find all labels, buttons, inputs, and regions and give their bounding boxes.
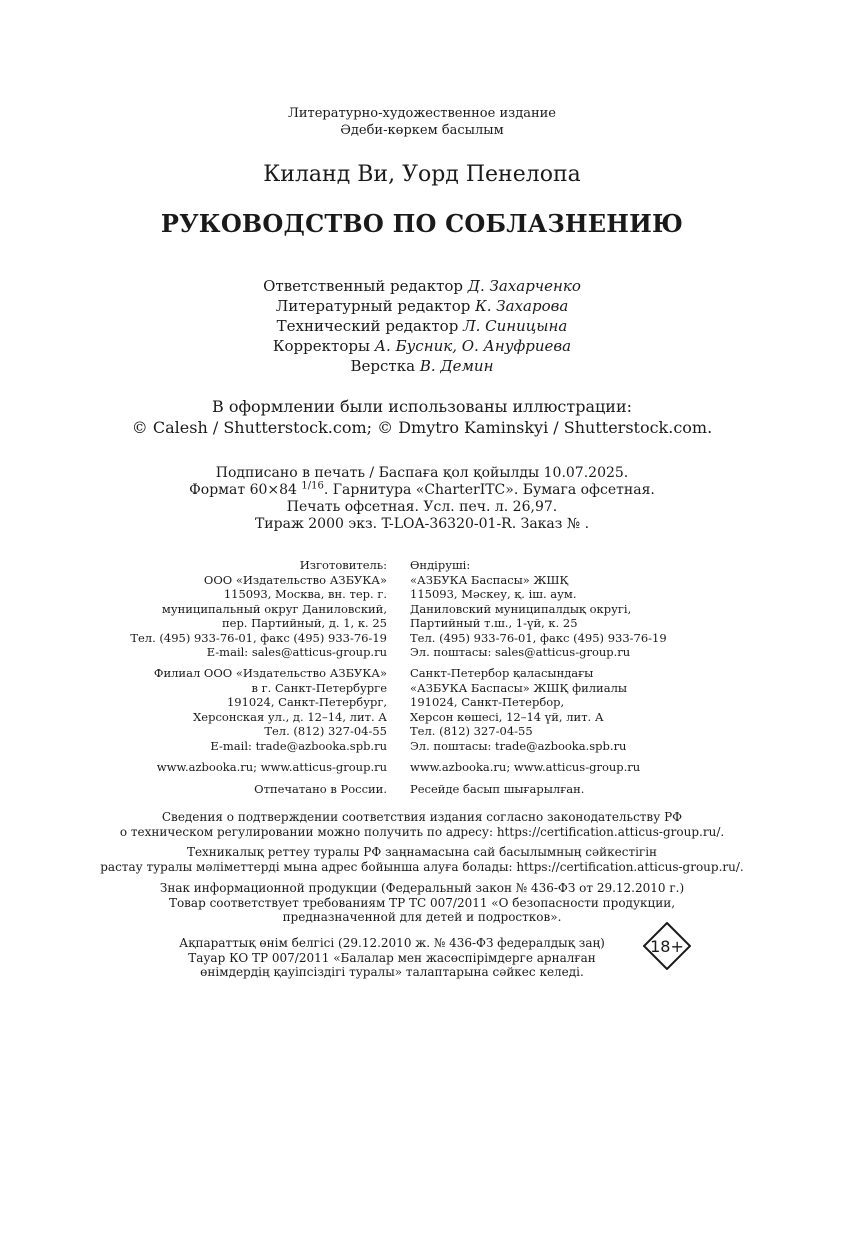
certification-ru-line: о техническом регулировании можно получить по адресу: https://certification.atticus-group.ru/. bbox=[119, 824, 725, 839]
websites-ru[interactable]: www.azbooka.ru; www.atticus-group.ru bbox=[156, 760, 387, 774]
editor-role: Технический редактор bbox=[276, 317, 459, 335]
manufacturer-kz-line: Тел. (495) 933-76-01, факс (495) 933-76-19 bbox=[410, 630, 667, 645]
manufacturer-ru-email[interactable]: E-mail: sales@atticus-group.ru bbox=[206, 645, 387, 659]
websites-kz[interactable]: www.azbooka.ru; www.atticus-group.ru bbox=[410, 760, 641, 774]
info-sign-ru bbox=[0, 881, 844, 925]
edition-type bbox=[0, 105, 844, 139]
editor-name: А. Бусник, О. Ануфриева bbox=[374, 337, 572, 355]
format-prefix: Формат 60×84 bbox=[189, 482, 297, 498]
book-title: РУКОВОДСТВО ПО СОБЛАЗНЕНИЮ bbox=[160, 209, 684, 238]
editor-name: Д. Захарченко bbox=[467, 277, 581, 295]
manufacturer-kz-line: Даниловский муниципалдық округі, bbox=[410, 601, 632, 616]
editor-name: Л. Синицына bbox=[463, 317, 568, 335]
branch-ru bbox=[87, 666, 387, 753]
illustrations-credits: © Calesh / Shutterstock.com; © Dmytro Kaminskyi / Shutterstock.com. bbox=[131, 418, 713, 437]
age-rating-badge bbox=[643, 922, 691, 970]
branch-ru-line: Тел. (812) 327-04-55 bbox=[264, 724, 387, 738]
branch-kz-line: Тел. (812) 327-04-55 bbox=[410, 724, 533, 738]
editor-role: Верстка bbox=[350, 357, 416, 375]
editor-name: К. Захарова bbox=[475, 297, 569, 315]
info-sign-kz bbox=[0, 936, 814, 980]
editor-line bbox=[0, 356, 844, 376]
editor-line bbox=[0, 296, 844, 316]
manufacturer-kz-line: 115093, Мәскеу, қ. іш. аум. bbox=[410, 587, 577, 601]
manufacturer-ru-line: муниципальный округ Даниловский, bbox=[161, 601, 387, 616]
editor-name: В. Демин bbox=[419, 357, 494, 375]
manufacturer-kz-line: Партийный т.ш., 1-үй, к. 25 bbox=[410, 616, 578, 630]
editor-line bbox=[0, 276, 844, 296]
printed-ru: Отпечатано в России. bbox=[254, 782, 387, 796]
branch-ru-line: в г. Санкт-Петербурге bbox=[251, 680, 387, 695]
illustrations-heading: В оформлении были использованы иллюстрации: bbox=[211, 397, 633, 416]
format-fraction: 1/16 bbox=[301, 480, 324, 492]
illustrations-credit bbox=[0, 396, 844, 438]
branch-ru-email[interactable]: E-mail: trade@azbooka.spb.ru bbox=[210, 738, 387, 753]
certification-ru bbox=[0, 810, 844, 839]
info-sign-ru-line: Товар соответствует требованиям ТР ТС 007/2011 «О безопасности продукции, bbox=[168, 895, 676, 910]
info-sign-kz-line: Ақпараттық өнім белгісі (29.12.2010 ж. № 436-ФЗ федералдық заң) bbox=[179, 936, 605, 950]
manufacturer-kz-line: «АЗБУКА Баспасы» ЖШҚ bbox=[410, 572, 569, 587]
editor-line bbox=[0, 316, 844, 336]
age-rating-text: 18+ bbox=[650, 937, 684, 956]
print-printing: Печать офсетная. Усл. печ. л. 26,97. bbox=[286, 499, 558, 515]
editor-role: Литературный редактор bbox=[275, 297, 471, 315]
manufacturer-ru bbox=[87, 558, 387, 660]
certification-kz bbox=[0, 845, 844, 874]
manufacturer-kz-email[interactable]: Эл. поштасы: sales@atticus-group.ru bbox=[410, 645, 631, 659]
editor-role: Корректоры bbox=[272, 337, 370, 355]
printed-kz: Ресейде басып шығарылған. bbox=[410, 782, 585, 796]
print-info bbox=[0, 465, 844, 533]
certification-kz-line: растау туралы мәліметтерді мына адрес бойынша алуға болады: https://certification.atticus-group.ru/. bbox=[100, 859, 744, 874]
info-sign-ru-line: Знак информационной продукции (Федеральный закон № 436-ФЗ от 29.12.2010 г.) bbox=[159, 881, 685, 895]
info-sign-kz-line: Тауар КО ТР 007/2011 «Балалар мен жасөспірімдерге арналған bbox=[188, 950, 596, 965]
branch-ru-line: Херсонская ул., д. 12–14, лит. А bbox=[193, 709, 387, 724]
authors: Киланд Ви, Уорд Пенелопа bbox=[263, 162, 581, 187]
branch-kz-line: «АЗБУКА Баспасы» ЖШҚ филиалы bbox=[410, 680, 628, 695]
branch-kz-line: Санкт-Петербор қаласындағы bbox=[410, 666, 594, 680]
edition-type-kz: Әдеби-көркем басылым bbox=[340, 123, 504, 138]
manufacturer-kz bbox=[410, 558, 710, 660]
print-format bbox=[0, 482, 844, 499]
info-sign-kz-line: өнімдердің қауіпсіздігі туралы» талаптарына сәйкес келеді. bbox=[200, 965, 584, 979]
edition-type-ru: Литературно-художественное издание bbox=[288, 106, 556, 121]
print-circulation: Тираж 2000 экз. T-LOA-36320-01-R. Заказ № . bbox=[254, 516, 590, 532]
branch-kz-line: Херсон көшесі, 12–14 үй, лит. А bbox=[410, 709, 604, 724]
manufacturer-ru-line: ООО «Издательство АЗБУКА» bbox=[203, 572, 387, 587]
manufacturer-ru-line: Тел. (495) 933-76-01, факс (495) 933-76-19 bbox=[130, 630, 387, 645]
editors-list bbox=[0, 276, 844, 376]
editor-line bbox=[0, 336, 844, 356]
manufacturer-ru-line: пер. Партийный, д. 1, к. 25 bbox=[221, 616, 387, 630]
branch-ru-line: Филиал ООО «Издательство АЗБУКА» bbox=[153, 666, 387, 680]
editor-role: Ответственный редактор bbox=[263, 277, 463, 295]
branch-kz bbox=[410, 666, 710, 753]
print-signed: Подписано в печать / Баспаға қол қойылды 10.07.2025. bbox=[215, 465, 629, 481]
age-rating-diamond-icon bbox=[643, 922, 691, 970]
certification-kz-line: Техникалық реттеу туралы РФ заңнамасына сай басылымның сәйкестігін bbox=[186, 845, 658, 859]
publisher-info bbox=[100, 558, 760, 798]
manufacturer-ru-line: 115093, Москва, вн. тер. г. bbox=[223, 587, 387, 601]
certification-ru-line: Сведения о подтверждении соответствия издания согласно законодательству РФ bbox=[161, 810, 683, 824]
info-sign-ru-line: предназначенной для детей и подростков». bbox=[282, 910, 562, 924]
format-suffix: . Гарнитура «CharterITC». Бумага офсетная. bbox=[323, 482, 655, 498]
branch-kz-line: 191024, Санкт-Петербор, bbox=[410, 695, 565, 709]
manufacturer-ru-line: Изготовитель: bbox=[299, 558, 387, 572]
branch-ru-line: 191024, Санкт-Петербург, bbox=[226, 695, 387, 709]
manufacturer-kz-line: Өндіруші: bbox=[410, 558, 471, 572]
branch-kz-email[interactable]: Эл. поштасы: trade@azbooka.spb.ru bbox=[410, 738, 627, 753]
